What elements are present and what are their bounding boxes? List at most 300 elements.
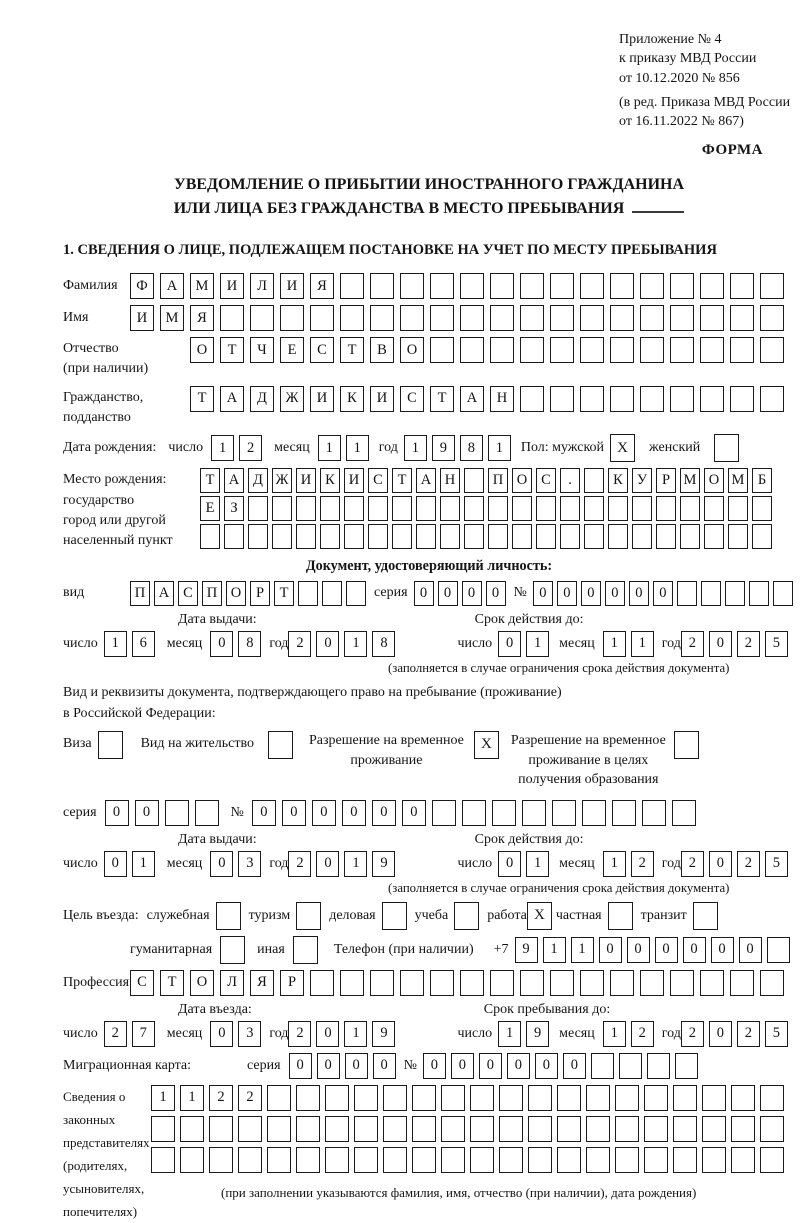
char-cell[interactable]: 0 bbox=[135, 800, 159, 826]
char-cell[interactable]: Ф bbox=[130, 273, 154, 299]
char-cell[interactable] bbox=[320, 496, 340, 521]
char-cell[interactable] bbox=[354, 1116, 378, 1142]
char-cell[interactable]: 6 bbox=[132, 631, 155, 657]
char-cell[interactable] bbox=[642, 800, 666, 826]
char-cell[interactable]: С bbox=[536, 468, 556, 493]
char-cell[interactable]: А bbox=[224, 468, 244, 493]
char-cell[interactable]: 0 bbox=[105, 800, 129, 826]
char-cell[interactable] bbox=[760, 1147, 784, 1173]
char-cell[interactable]: Н bbox=[490, 386, 514, 412]
char-cell[interactable]: Ж bbox=[280, 386, 304, 412]
char-cell[interactable] bbox=[512, 524, 532, 549]
char-cell[interactable] bbox=[700, 970, 724, 996]
char-cell[interactable] bbox=[610, 305, 634, 331]
char-cell[interactable]: 0 bbox=[316, 1021, 339, 1047]
char-cell[interactable]: И bbox=[280, 273, 304, 299]
char-cell[interactable] bbox=[702, 1085, 726, 1111]
char-cell[interactable]: 0 bbox=[316, 631, 339, 657]
char-cell[interactable]: О bbox=[226, 581, 246, 606]
char-cell[interactable] bbox=[310, 305, 334, 331]
char-cell[interactable]: К bbox=[320, 468, 340, 493]
char-cell[interactable]: Т bbox=[392, 468, 412, 493]
char-cell[interactable] bbox=[209, 1116, 233, 1142]
char-cell[interactable]: А bbox=[416, 468, 436, 493]
char-cell[interactable] bbox=[224, 524, 244, 549]
char-cell[interactable]: 0 bbox=[605, 581, 625, 606]
char-cell[interactable] bbox=[680, 496, 700, 521]
char-cell[interactable]: 2 bbox=[631, 1021, 654, 1047]
char-cell[interactable] bbox=[499, 1147, 523, 1173]
char-cell[interactable] bbox=[760, 337, 784, 363]
char-cell[interactable]: 0 bbox=[709, 631, 732, 657]
char-cell[interactable]: А bbox=[154, 581, 174, 606]
char-cell[interactable] bbox=[520, 305, 544, 331]
char-cell[interactable]: 9 bbox=[372, 851, 395, 877]
char-cell[interactable]: О bbox=[190, 337, 214, 363]
char-cell[interactable]: 2 bbox=[681, 851, 704, 877]
char-cell[interactable]: 0 bbox=[507, 1053, 530, 1079]
char-cell[interactable]: Ч bbox=[250, 337, 274, 363]
char-cell[interactable] bbox=[702, 1147, 726, 1173]
char-cell[interactable] bbox=[165, 800, 189, 826]
char-cell[interactable] bbox=[267, 1085, 291, 1111]
char-cell[interactable]: Т bbox=[190, 386, 214, 412]
char-cell[interactable] bbox=[700, 305, 724, 331]
char-cell[interactable] bbox=[644, 1116, 668, 1142]
char-cell[interactable]: 1 bbox=[344, 851, 367, 877]
visa-checkbox[interactable] bbox=[98, 731, 123, 759]
char-cell[interactable]: 0 bbox=[653, 581, 673, 606]
char-cell[interactable] bbox=[430, 970, 454, 996]
char-cell[interactable]: Е bbox=[280, 337, 304, 363]
char-cell[interactable]: 0 bbox=[372, 800, 396, 826]
char-cell[interactable]: 0 bbox=[289, 1053, 312, 1079]
char-cell[interactable] bbox=[400, 970, 424, 996]
char-cell[interactable] bbox=[412, 1116, 436, 1142]
char-cell[interactable] bbox=[557, 1085, 581, 1111]
char-cell[interactable] bbox=[610, 273, 634, 299]
char-cell[interactable] bbox=[528, 1116, 552, 1142]
char-cell[interactable] bbox=[560, 524, 580, 549]
char-cell[interactable]: 0 bbox=[498, 631, 521, 657]
char-cell[interactable]: 1 bbox=[526, 851, 549, 877]
char-cell[interactable]: 0 bbox=[104, 851, 127, 877]
char-cell[interactable]: 0 bbox=[438, 581, 458, 606]
char-cell[interactable] bbox=[644, 1147, 668, 1173]
char-cell[interactable]: 0 bbox=[210, 1021, 233, 1047]
char-cell[interactable] bbox=[370, 273, 394, 299]
char-cell[interactable]: Р bbox=[250, 581, 270, 606]
char-cell[interactable]: 5 bbox=[765, 631, 788, 657]
char-cell[interactable] bbox=[704, 496, 724, 521]
char-cell[interactable] bbox=[586, 1116, 610, 1142]
char-cell[interactable] bbox=[608, 496, 628, 521]
char-cell[interactable] bbox=[615, 1085, 639, 1111]
char-cell[interactable] bbox=[672, 800, 696, 826]
char-cell[interactable] bbox=[560, 496, 580, 521]
char-cell[interactable] bbox=[267, 1147, 291, 1173]
char-cell[interactable]: М bbox=[680, 468, 700, 493]
char-cell[interactable]: 0 bbox=[373, 1053, 396, 1079]
char-cell[interactable] bbox=[586, 1085, 610, 1111]
char-cell[interactable] bbox=[220, 305, 244, 331]
char-cell[interactable] bbox=[580, 305, 604, 331]
char-cell[interactable] bbox=[670, 970, 694, 996]
char-cell[interactable]: Р bbox=[656, 468, 676, 493]
char-cell[interactable]: 0 bbox=[402, 800, 426, 826]
rvp-education-checkbox[interactable] bbox=[674, 731, 699, 759]
char-cell[interactable] bbox=[400, 273, 424, 299]
char-cell[interactable]: 8 bbox=[460, 435, 483, 461]
char-cell[interactable] bbox=[383, 1147, 407, 1173]
char-cell[interactable]: 1 bbox=[631, 631, 654, 657]
char-cell[interactable]: 1 bbox=[603, 851, 626, 877]
char-cell[interactable] bbox=[346, 581, 366, 606]
char-cell[interactable]: Т bbox=[200, 468, 220, 493]
char-cell[interactable]: 5 bbox=[765, 1021, 788, 1047]
char-cell[interactable] bbox=[296, 524, 316, 549]
char-cell[interactable] bbox=[470, 1085, 494, 1111]
char-cell[interactable]: 2 bbox=[288, 851, 311, 877]
char-cell[interactable]: Ж bbox=[272, 468, 292, 493]
char-cell[interactable]: К bbox=[340, 386, 364, 412]
char-cell[interactable]: 0 bbox=[486, 581, 506, 606]
char-cell[interactable] bbox=[673, 1147, 697, 1173]
char-cell[interactable]: У bbox=[632, 468, 652, 493]
char-cell[interactable] bbox=[392, 496, 412, 521]
char-cell[interactable] bbox=[728, 524, 748, 549]
char-cell[interactable]: Д bbox=[250, 386, 274, 412]
char-cell[interactable] bbox=[528, 1085, 552, 1111]
char-cell[interactable] bbox=[677, 581, 697, 606]
char-cell[interactable]: 1 bbox=[346, 435, 369, 461]
char-cell[interactable]: И bbox=[296, 468, 316, 493]
char-cell[interactable] bbox=[670, 305, 694, 331]
char-cell[interactable] bbox=[536, 496, 556, 521]
char-cell[interactable] bbox=[752, 496, 772, 521]
char-cell[interactable] bbox=[528, 1147, 552, 1173]
char-cell[interactable] bbox=[400, 305, 424, 331]
char-cell[interactable] bbox=[580, 970, 604, 996]
char-cell[interactable]: 1 bbox=[404, 435, 427, 461]
char-cell[interactable] bbox=[640, 273, 664, 299]
char-cell[interactable] bbox=[612, 800, 636, 826]
char-cell[interactable]: В bbox=[370, 337, 394, 363]
char-cell[interactable]: К bbox=[608, 468, 628, 493]
char-cell[interactable]: Я bbox=[310, 273, 334, 299]
char-cell[interactable]: 0 bbox=[282, 800, 306, 826]
char-cell[interactable]: Т bbox=[220, 337, 244, 363]
char-cell[interactable] bbox=[730, 305, 754, 331]
char-cell[interactable] bbox=[580, 273, 604, 299]
char-cell[interactable] bbox=[470, 1116, 494, 1142]
char-cell[interactable]: 1 bbox=[603, 631, 626, 657]
char-cell[interactable]: 0 bbox=[557, 581, 577, 606]
char-cell[interactable] bbox=[430, 273, 454, 299]
char-cell[interactable]: 2 bbox=[104, 1021, 127, 1047]
char-cell[interactable] bbox=[640, 970, 664, 996]
char-cell[interactable] bbox=[238, 1116, 262, 1142]
char-cell[interactable] bbox=[520, 970, 544, 996]
char-cell[interactable]: 2 bbox=[737, 1021, 760, 1047]
char-cell[interactable] bbox=[670, 386, 694, 412]
char-cell[interactable] bbox=[320, 524, 340, 549]
char-cell[interactable]: 2 bbox=[737, 631, 760, 657]
char-cell[interactable]: 1 bbox=[344, 631, 367, 657]
char-cell[interactable] bbox=[557, 1147, 581, 1173]
char-cell[interactable]: 1 bbox=[344, 1021, 367, 1047]
char-cell[interactable]: А bbox=[220, 386, 244, 412]
char-cell[interactable] bbox=[416, 524, 436, 549]
char-cell[interactable] bbox=[344, 496, 364, 521]
char-cell[interactable]: 9 bbox=[372, 1021, 395, 1047]
char-cell[interactable] bbox=[552, 800, 576, 826]
char-cell[interactable]: 0 bbox=[498, 851, 521, 877]
char-cell[interactable] bbox=[700, 337, 724, 363]
char-cell[interactable] bbox=[296, 1116, 320, 1142]
char-cell[interactable]: 3 bbox=[238, 851, 261, 877]
char-cell[interactable]: 7 bbox=[132, 1021, 155, 1047]
char-cell[interactable] bbox=[610, 337, 634, 363]
char-cell[interactable]: 0 bbox=[739, 937, 762, 963]
char-cell[interactable] bbox=[749, 581, 769, 606]
char-cell[interactable]: И bbox=[220, 273, 244, 299]
char-cell[interactable]: 9 bbox=[526, 1021, 549, 1047]
char-cell[interactable] bbox=[647, 1053, 670, 1079]
char-cell[interactable] bbox=[462, 800, 486, 826]
char-cell[interactable] bbox=[704, 524, 724, 549]
char-cell[interactable]: С bbox=[310, 337, 334, 363]
char-cell[interactable]: Т bbox=[430, 386, 454, 412]
char-cell[interactable] bbox=[370, 305, 394, 331]
char-cell[interactable] bbox=[325, 1085, 349, 1111]
char-cell[interactable] bbox=[490, 337, 514, 363]
char-cell[interactable]: С bbox=[178, 581, 198, 606]
char-cell[interactable] bbox=[608, 524, 628, 549]
char-cell[interactable] bbox=[464, 524, 484, 549]
char-cell[interactable] bbox=[752, 524, 772, 549]
char-cell[interactable] bbox=[464, 468, 484, 493]
char-cell[interactable]: И bbox=[130, 305, 154, 331]
char-cell[interactable] bbox=[730, 386, 754, 412]
char-cell[interactable] bbox=[730, 337, 754, 363]
char-cell[interactable] bbox=[440, 524, 460, 549]
char-cell[interactable] bbox=[522, 800, 546, 826]
char-cell[interactable] bbox=[673, 1116, 697, 1142]
char-cell[interactable]: Я bbox=[250, 970, 274, 996]
char-cell[interactable]: 1 bbox=[180, 1085, 204, 1111]
char-cell[interactable]: И bbox=[370, 386, 394, 412]
char-cell[interactable]: Д bbox=[248, 468, 268, 493]
char-cell[interactable] bbox=[368, 496, 388, 521]
char-cell[interactable]: 2 bbox=[681, 631, 704, 657]
purpose-private-checkbox[interactable] bbox=[608, 902, 633, 930]
char-cell[interactable] bbox=[700, 273, 724, 299]
char-cell[interactable] bbox=[392, 524, 412, 549]
char-cell[interactable] bbox=[488, 496, 508, 521]
char-cell[interactable] bbox=[180, 1116, 204, 1142]
char-cell[interactable]: 0 bbox=[479, 1053, 502, 1079]
char-cell[interactable] bbox=[354, 1085, 378, 1111]
char-cell[interactable] bbox=[490, 970, 514, 996]
char-cell[interactable]: 0 bbox=[414, 581, 434, 606]
char-cell[interactable] bbox=[440, 496, 460, 521]
char-cell[interactable] bbox=[701, 581, 721, 606]
char-cell[interactable] bbox=[675, 1053, 698, 1079]
char-cell[interactable]: А bbox=[160, 273, 184, 299]
char-cell[interactable] bbox=[591, 1053, 614, 1079]
char-cell[interactable] bbox=[151, 1147, 175, 1173]
char-cell[interactable] bbox=[702, 1116, 726, 1142]
char-cell[interactable]: 0 bbox=[423, 1053, 446, 1079]
char-cell[interactable]: 9 bbox=[515, 937, 538, 963]
char-cell[interactable]: 0 bbox=[535, 1053, 558, 1079]
char-cell[interactable]: 1 bbox=[526, 631, 549, 657]
char-cell[interactable] bbox=[550, 970, 574, 996]
purpose-official-checkbox[interactable] bbox=[216, 902, 241, 930]
char-cell[interactable] bbox=[680, 524, 700, 549]
char-cell[interactable] bbox=[325, 1147, 349, 1173]
char-cell[interactable]: Р bbox=[280, 970, 304, 996]
char-cell[interactable]: 0 bbox=[316, 851, 339, 877]
char-cell[interactable]: 0 bbox=[709, 1021, 732, 1047]
char-cell[interactable]: П bbox=[488, 468, 508, 493]
char-cell[interactable] bbox=[368, 524, 388, 549]
char-cell[interactable]: 0 bbox=[342, 800, 366, 826]
char-cell[interactable]: 1 bbox=[104, 631, 127, 657]
char-cell[interactable]: 1 bbox=[571, 937, 594, 963]
char-cell[interactable] bbox=[670, 273, 694, 299]
char-cell[interactable] bbox=[490, 305, 514, 331]
char-cell[interactable] bbox=[464, 496, 484, 521]
char-cell[interactable] bbox=[640, 337, 664, 363]
char-cell[interactable] bbox=[619, 1053, 642, 1079]
char-cell[interactable]: 0 bbox=[711, 937, 734, 963]
char-cell[interactable]: 0 bbox=[709, 851, 732, 877]
char-cell[interactable] bbox=[200, 524, 220, 549]
char-cell[interactable] bbox=[298, 581, 318, 606]
char-cell[interactable] bbox=[582, 800, 606, 826]
char-cell[interactable] bbox=[615, 1147, 639, 1173]
char-cell[interactable] bbox=[730, 970, 754, 996]
char-cell[interactable]: 0 bbox=[655, 937, 678, 963]
char-cell[interactable]: 1 bbox=[211, 435, 234, 461]
char-cell[interactable] bbox=[296, 1147, 320, 1173]
char-cell[interactable] bbox=[773, 581, 793, 606]
char-cell[interactable]: 0 bbox=[317, 1053, 340, 1079]
char-cell[interactable]: 3 bbox=[238, 1021, 261, 1047]
char-cell[interactable]: 2 bbox=[288, 631, 311, 657]
char-cell[interactable] bbox=[520, 386, 544, 412]
char-cell[interactable] bbox=[731, 1116, 755, 1142]
char-cell[interactable] bbox=[499, 1085, 523, 1111]
char-cell[interactable]: 0 bbox=[581, 581, 601, 606]
char-cell[interactable]: 0 bbox=[599, 937, 622, 963]
char-cell[interactable] bbox=[640, 305, 664, 331]
char-cell[interactable] bbox=[760, 273, 784, 299]
char-cell[interactable] bbox=[267, 1116, 291, 1142]
char-cell[interactable] bbox=[370, 970, 394, 996]
char-cell[interactable]: С bbox=[130, 970, 154, 996]
char-cell[interactable] bbox=[550, 386, 574, 412]
char-cell[interactable]: О bbox=[400, 337, 424, 363]
char-cell[interactable] bbox=[767, 937, 790, 963]
char-cell[interactable] bbox=[460, 273, 484, 299]
char-cell[interactable] bbox=[632, 524, 652, 549]
char-cell[interactable] bbox=[340, 305, 364, 331]
char-cell[interactable] bbox=[416, 496, 436, 521]
char-cell[interactable]: С bbox=[400, 386, 424, 412]
purpose-business-checkbox[interactable] bbox=[382, 902, 407, 930]
char-cell[interactable]: 0 bbox=[462, 581, 482, 606]
char-cell[interactable] bbox=[610, 386, 634, 412]
char-cell[interactable]: 2 bbox=[681, 1021, 704, 1047]
char-cell[interactable]: 1 bbox=[488, 435, 511, 461]
char-cell[interactable]: 0 bbox=[210, 851, 233, 877]
female-checkbox[interactable] bbox=[714, 434, 739, 462]
char-cell[interactable] bbox=[151, 1116, 175, 1142]
char-cell[interactable]: 8 bbox=[372, 631, 395, 657]
char-cell[interactable] bbox=[731, 1147, 755, 1173]
char-cell[interactable] bbox=[610, 970, 634, 996]
char-cell[interactable] bbox=[760, 305, 784, 331]
char-cell[interactable]: С bbox=[368, 468, 388, 493]
char-cell[interactable]: 0 bbox=[252, 800, 276, 826]
char-cell[interactable] bbox=[441, 1116, 465, 1142]
char-cell[interactable]: 0 bbox=[533, 581, 553, 606]
char-cell[interactable] bbox=[550, 337, 574, 363]
char-cell[interactable] bbox=[580, 386, 604, 412]
char-cell[interactable] bbox=[632, 496, 652, 521]
char-cell[interactable] bbox=[280, 305, 304, 331]
char-cell[interactable] bbox=[520, 337, 544, 363]
char-cell[interactable] bbox=[584, 524, 604, 549]
char-cell[interactable]: 2 bbox=[631, 851, 654, 877]
char-cell[interactable] bbox=[432, 800, 456, 826]
char-cell[interactable]: О bbox=[190, 970, 214, 996]
char-cell[interactable] bbox=[195, 800, 219, 826]
char-cell[interactable] bbox=[615, 1116, 639, 1142]
char-cell[interactable] bbox=[492, 800, 516, 826]
purpose-humanitarian-checkbox[interactable] bbox=[220, 936, 245, 964]
char-cell[interactable]: 8 bbox=[238, 631, 261, 657]
char-cell[interactable] bbox=[310, 970, 334, 996]
char-cell[interactable]: 2 bbox=[737, 851, 760, 877]
char-cell[interactable]: 9 bbox=[432, 435, 455, 461]
char-cell[interactable]: О bbox=[704, 468, 724, 493]
char-cell[interactable]: А bbox=[460, 386, 484, 412]
char-cell[interactable] bbox=[238, 1147, 262, 1173]
char-cell[interactable] bbox=[441, 1147, 465, 1173]
residence-permit-checkbox[interactable] bbox=[268, 731, 293, 759]
char-cell[interactable]: П bbox=[130, 581, 150, 606]
char-cell[interactable] bbox=[430, 305, 454, 331]
char-cell[interactable]: 2 bbox=[209, 1085, 233, 1111]
char-cell[interactable] bbox=[296, 1085, 320, 1111]
char-cell[interactable] bbox=[731, 1085, 755, 1111]
purpose-other-checkbox[interactable] bbox=[293, 936, 318, 964]
char-cell[interactable] bbox=[460, 305, 484, 331]
char-cell[interactable] bbox=[490, 273, 514, 299]
char-cell[interactable] bbox=[586, 1147, 610, 1173]
char-cell[interactable] bbox=[520, 273, 544, 299]
char-cell[interactable] bbox=[354, 1147, 378, 1173]
char-cell[interactable]: 0 bbox=[627, 937, 650, 963]
char-cell[interactable] bbox=[344, 524, 364, 549]
char-cell[interactable]: 0 bbox=[345, 1053, 368, 1079]
char-cell[interactable]: О bbox=[512, 468, 532, 493]
char-cell[interactable] bbox=[340, 970, 364, 996]
